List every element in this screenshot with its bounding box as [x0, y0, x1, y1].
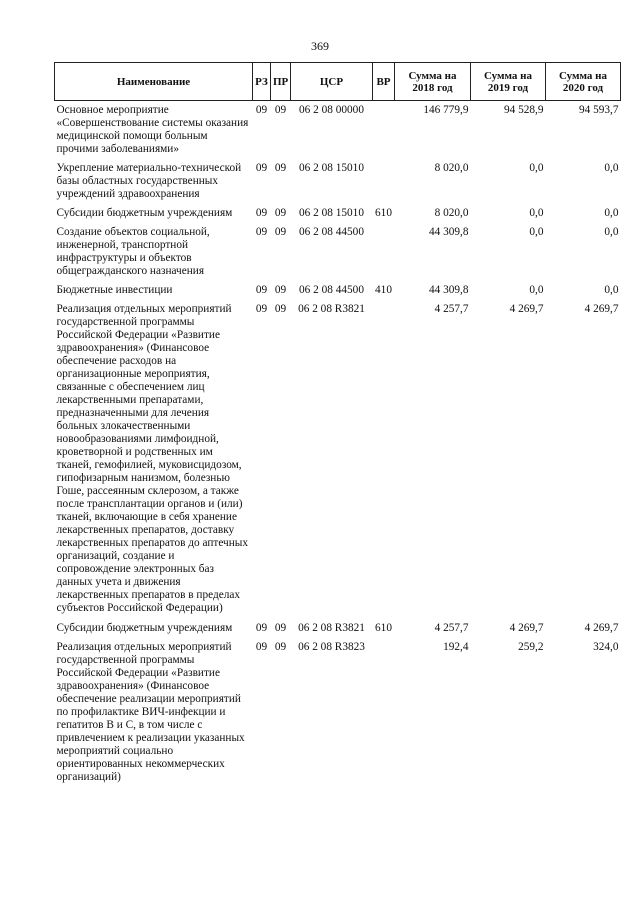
row-sum-2018: 44 309,8: [428, 226, 469, 238]
row-vr: [373, 300, 395, 619]
row-vr: [373, 101, 395, 160]
header-vr: ВР: [373, 63, 395, 101]
header-sum-2018: Сумма на 2018 год: [395, 63, 471, 101]
row-sum-2020: 0,0: [604, 284, 619, 296]
row-csr: 06 2 08 15010: [299, 207, 364, 219]
row-csr: 06 2 08 R3821: [298, 303, 365, 315]
row-name: Субсидии бюджетным учреждениям: [56, 622, 233, 634]
table-row: [55, 300, 621, 619]
table-row: [55, 204, 621, 223]
row-sum-2019: 0,0: [529, 162, 544, 174]
header-sum-2020: Сумма на 2020 год: [546, 63, 621, 101]
row-csr: 06 2 08 44500: [299, 284, 364, 296]
row-name: Укрепление материально-технической базы областных государственных учреждений здравоохранения: [56, 162, 242, 200]
row-sum-2020: 0,0: [604, 162, 619, 174]
row-rz: 09: [255, 207, 268, 219]
table-row: [55, 223, 621, 281]
row-csr: 06 2 08 R3821: [298, 622, 365, 634]
table-row: [55, 281, 621, 300]
table-row: [55, 619, 621, 638]
table-row: [55, 638, 621, 787]
row-rz: 09: [255, 104, 268, 116]
row-vr: [373, 638, 395, 787]
row-csr: 06 2 08 15010: [299, 162, 364, 174]
table-header-row: [55, 63, 621, 101]
row-sum-2018: 8 020,0: [434, 162, 469, 174]
header-name: Наименование: [55, 63, 253, 101]
row-name: Субсидии бюджетным учреждениям: [56, 207, 233, 219]
row-sum-2019: 0,0: [529, 284, 544, 296]
row-csr: 06 2 08 R3823: [298, 641, 365, 653]
row-name: Создание объектов социальной, инженерной, транспортной инфраструктуры и объектов общегражданского назначения: [56, 226, 210, 277]
row-rz: 09: [255, 641, 268, 653]
header-pr: ПР: [271, 63, 291, 101]
header-rz: РЗ: [253, 63, 271, 101]
budget-table: [54, 62, 621, 787]
table-row: [55, 101, 621, 160]
row-sum-2020: 0,0: [604, 226, 619, 238]
row-sum-2020: 94 593,7: [578, 104, 619, 116]
row-sum-2018: 192,4: [443, 641, 469, 653]
row-name: Основное мероприятие «Совершенствование системы оказания медицинской помощи больным прочими заболеваниями»: [56, 104, 249, 155]
row-rz: 09: [255, 303, 268, 315]
row-pr: 09: [274, 104, 287, 116]
page-number: 369: [311, 39, 329, 53]
row-rz: 09: [255, 622, 268, 634]
row-pr: 09: [274, 207, 287, 219]
row-sum-2020: 4 269,7: [584, 303, 619, 315]
row-pr: 09: [274, 303, 287, 315]
row-sum-2019: 0,0: [529, 226, 544, 238]
row-vr: [373, 223, 395, 281]
row-sum-2019: 259,2: [518, 641, 544, 653]
row-sum-2018: 44 309,8: [428, 284, 469, 296]
row-pr: 09: [274, 641, 287, 653]
row-csr: 06 2 08 00000: [299, 104, 364, 116]
row-sum-2019: 4 269,7: [509, 303, 544, 315]
row-rz: 09: [255, 284, 268, 296]
row-sum-2020: 324,0: [593, 641, 619, 653]
row-name: Бюджетные инвестиции: [56, 284, 173, 296]
row-sum-2019: 94 528,9: [503, 104, 544, 116]
row-rz: 09: [255, 226, 268, 238]
row-vr: 610: [375, 207, 392, 219]
row-sum-2019: 0,0: [529, 207, 544, 219]
row-sum-2020: 0,0: [604, 207, 619, 219]
row-name: Реализация отдельных мероприятий государственной программы Российской Федерации «Развитие здравоохранения» (Финансовое обеспечение расходов на организационные мероприятия, связанные с обеспечением лиц лекарственными препаратами, предназначенными для лечения больных злокачественными новообразованиями лимфоидной, кроветворной и родственных им тканей, гемофилией, муковисцидозом, гипофизарным нанизмом, болезнью Гоше, рассеянным склерозом, а также после трансплантации органов и (или) тканей, включающие в себя хранение лекарственных препаратов, доставку лекарственных препаратов до аптечных организаций, создание и сопровождение электронных баз данных учета и движения лекарственных препаратов в пределах субъектов Российской Федерации): [56, 303, 249, 614]
row-vr: 410: [375, 284, 392, 296]
row-csr: 06 2 08 44500: [299, 226, 364, 238]
row-sum-2018: 4 257,7: [434, 622, 469, 634]
row-sum-2018: 4 257,7: [434, 303, 469, 315]
row-vr: [373, 159, 395, 204]
row-pr: 09: [274, 162, 287, 174]
header-csr: ЦСР: [291, 63, 373, 101]
header-sum-2019: Сумма на 2019 год: [471, 63, 546, 101]
row-rz: 09: [255, 162, 268, 174]
row-vr: 610: [375, 622, 392, 634]
row-pr: 09: [274, 226, 287, 238]
row-sum-2019: 4 269,7: [509, 622, 544, 634]
row-sum-2018: 146 779,9: [423, 104, 469, 116]
row-pr: 09: [274, 622, 287, 634]
row-pr: 09: [274, 284, 287, 296]
row-name: Реализация отдельных мероприятий государственной программы Российской Федерации «Развитие здравоохранения» (Финансовое обеспечение реализации мероприятий по профилактике ВИЧ-инфекции и гепатитов B и C, в том числе с привлечением к реализации указанных мероприятий социально ориентированных некоммерческих организаций): [56, 641, 245, 783]
table-row: [55, 159, 621, 204]
row-sum-2020: 4 269,7: [584, 622, 619, 634]
row-sum-2018: 8 020,0: [434, 207, 469, 219]
